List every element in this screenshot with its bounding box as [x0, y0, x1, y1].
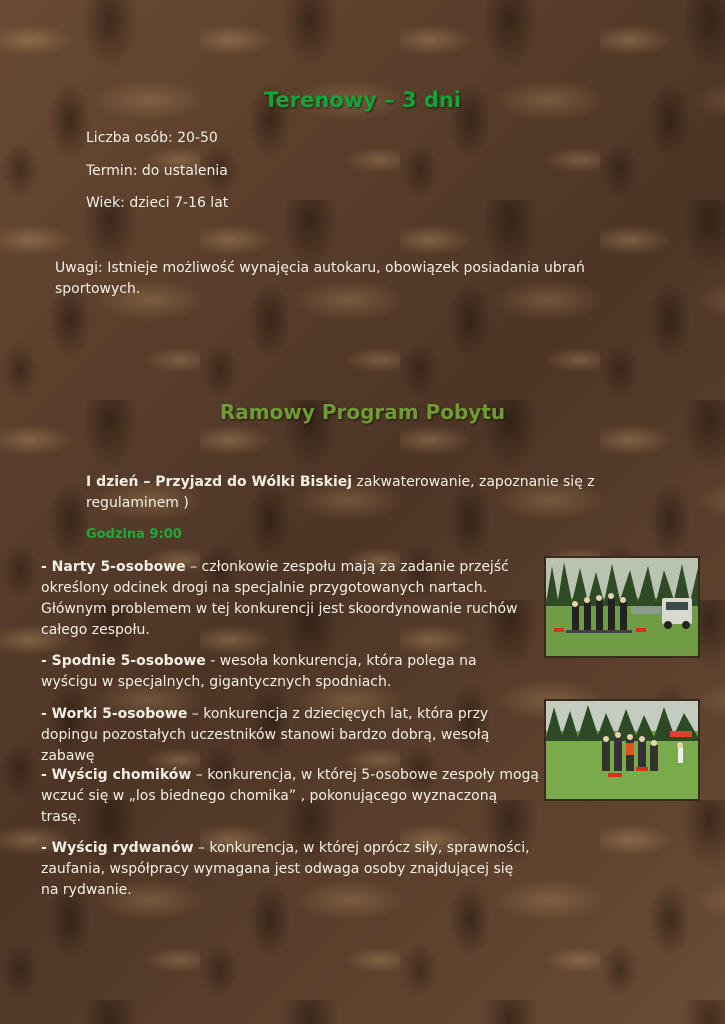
photo-sack-race — [544, 699, 700, 801]
age-range: Wiek: dzieci 7-16 lat — [86, 195, 229, 211]
activity-desc: - wesoła konkurencja, która polega na wyścigu w specjalnych, gigantycznych spodniach. — [41, 653, 477, 690]
activity-name: - Wyścig chomików — [41, 767, 192, 783]
photo-sack-race-image — [546, 701, 698, 799]
day-one-title: I dzień – Przyjazd do Wólki Biskiej — [86, 474, 353, 490]
activity-name: - Wyścig rydwanów — [41, 840, 194, 856]
activity-item — [41, 765, 541, 828]
activity-desc: – konkurencja, w której 5-osobowe zespoły mogą wczuć się w „los biednego chomika” , pokonującego wyznaczoną trasę. — [41, 767, 540, 825]
activity-item — [41, 838, 531, 901]
activity-item — [41, 651, 531, 693]
activity-name: - Narty 5-osobowe — [41, 559, 186, 575]
term: Termin: do ustalenia — [86, 163, 228, 179]
activity-item — [41, 704, 531, 767]
photo-ski-race — [544, 556, 700, 658]
notes: Uwagi: Istnieje możliwość wynajęcia autokaru, obowiązek posiadania ubrań sportowych. — [55, 260, 585, 297]
day-one-details: zakwaterowanie, zapoznanie się z regulaminem ) — [86, 474, 595, 511]
day-one-heading — [86, 472, 646, 514]
page-title: Terenowy – 3 dni — [263, 88, 462, 112]
activity-desc: – konkurencja z dziecięcych lat, która przy dopingu pozostałych uczestników stanowi bardzo dobrą, wesołą zabawę — [41, 706, 490, 764]
time-label: Godzina 9:00 — [86, 527, 182, 542]
activity-item — [41, 557, 541, 641]
activity-desc: – konkurencja, w której oprócz siły, sprawności, zaufania, współpracy wymagana jest odwaga osoby znajdującej się na rydwanie. — [41, 840, 530, 898]
activity-name: - Spodnie 5-osobowe — [41, 653, 206, 669]
activity-name: - Worki 5-osobowe — [41, 706, 188, 722]
people-count: Liczba osób: 20-50 — [86, 130, 218, 146]
program-title: Ramowy Program Pobytu — [219, 400, 506, 424]
photo-ski-race-image — [546, 558, 698, 656]
activity-desc: – członkowie zespołu mają za zadanie przejść określony odcinek drogi na specjalnie przygotowanych nartach. Głównym problemem w tej konkurencji jest skoordynowanie ruchów całego zespołu. — [41, 559, 518, 638]
